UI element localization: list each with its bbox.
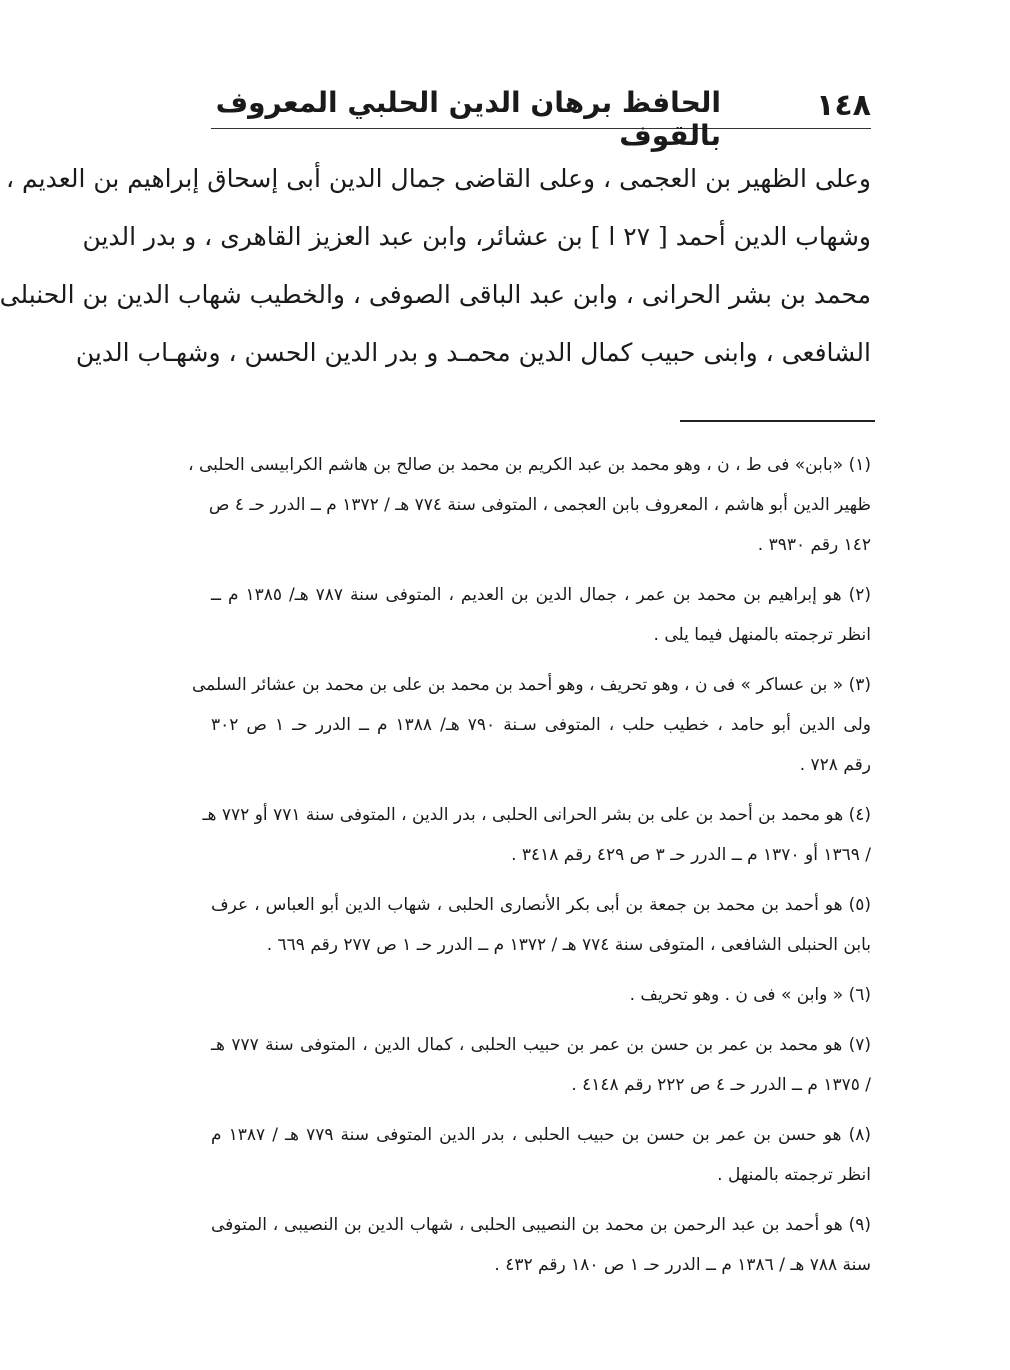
footnote-6 xyxy=(211,975,871,1015)
footnotes xyxy=(188,445,872,1295)
main-text-line: محمد بن بشر الحرانى ، وابن عبد الباقى الصوفى ، والخطيب شهاب الدين بن الحنبلى xyxy=(0,280,871,309)
footnote-1 xyxy=(188,445,871,565)
footnote-line: (٣) « بن عساكر » فى ن ، وهو تحريف ، وهو أحمد بن محمد بن على بن محمد بن عشائر السلمى xyxy=(192,675,871,695)
page-number: ١٤٨ xyxy=(816,88,871,123)
footnote-line: (٤) هو محمد بن أحمد بن على بن بشر الحرانى الحلبى ، بدر الدين ، المتوفى سنة ٧٧١ أو ٧٧٢ هـ xyxy=(202,805,871,825)
footnote-line: ١٤٢ رقم ٣٩٣٠ . xyxy=(757,535,871,555)
footnote-4 xyxy=(202,795,871,875)
footnote-line: انظر ترجمته بالمنهل فيما يلى . xyxy=(653,625,871,645)
main-text xyxy=(0,150,871,382)
footnote-5 xyxy=(211,885,871,965)
footnote-line: سنة ٧٨٨ هـ / ١٣٨٦ م ــ الدرر حـ ١ ص ١٨٠ رقم ٤٣٢ . xyxy=(494,1255,871,1275)
page-header xyxy=(211,78,871,152)
running-title: الحافظ برهان الدين الحلبي المعروف بالقوف xyxy=(215,86,721,152)
footnote-line: (٧) هو محمد بن عمر بن حسن بن عمر بن حبيب الحلبى ، كمال الدين ، المتوفى سنة ٧٧٧ هـ xyxy=(211,1035,871,1055)
footnote-line: رقم ٧٢٨ . xyxy=(799,755,871,775)
main-text-line: الشافعى ، وابنى حبيب كمال الدين محمـد و بدر الدين الحسن ، وشهـاب الدين xyxy=(75,338,871,367)
footnote-line: / ١٣٧٥ م ــ الدرر حـ ٤ ص ٢٢٢ رقم ٤١٤٨ . xyxy=(571,1075,871,1095)
main-text-line: وشهاب الدين أحمد [ ٢٧ ا ] بن عشائر، وابن عبد العزيز القاهرى ، و بدر الدين xyxy=(82,222,871,251)
footnote-line: (٦) « وابن » فى ن . وهو تحريف . xyxy=(629,985,871,1005)
footnote-3 xyxy=(192,665,871,785)
footnote-line: ولى الدين أبو حامد ، خطيب حلب ، المتوفى سـنة ٧٩٠ هـ/ ١٣٨٨ م ــ الدرر حـ ١ ص ٣٠٢ xyxy=(211,715,871,735)
footnote-line: (٢) هو إبراهيم بن محمد بن عمر ، جمال الدين بن العديم ، المتوفى سنة ٧٨٧ هـ/ ١٣٨٥ م ــ xyxy=(211,585,872,605)
footnote-7 xyxy=(211,1025,871,1105)
footnote-line: (٩) هو أحمد بن عبد الرحمن بن محمد بن النصيبى الحلبى ، شهاب الدين بن النصيبى ، المتوفى xyxy=(211,1215,871,1235)
footnote-separator xyxy=(680,420,875,422)
footnote-line: (٥) هو أحمد بن محمد بن جمعة بن أبى بكر الأنصارى الحلبى ، شهاب الدين أبو العباس ، عرف xyxy=(211,895,871,915)
footnote-line: (١) «بابن» فى ط ، ن ، وهو محمد بن عبد الكريم بن محمد بن صالح بن هاشم الكرابيسى الحلبى ، xyxy=(188,455,871,475)
footnote-line: ظهير الدين أبو هاشم ، المعروف بابن العجمى ، المتوفى سنة ٧٧٤ هـ / ١٣٧٢ م ــ الدرر حـ ٤ ص xyxy=(208,495,871,515)
footnote-9 xyxy=(211,1205,871,1285)
footnote-8 xyxy=(211,1115,871,1195)
footnote-2 xyxy=(211,575,871,655)
footnote-line: / ١٣٦٩ أو ١٣٧٠ م ــ الدرر حـ ٣ ص ٤٢٩ رقم ٣٤١٨ . xyxy=(511,845,871,865)
footnote-line: بابن الحنبلى الشافعى ، المتوفى سنة ٧٧٤ هـ / ١٣٧٢ م ــ الدرر حـ ١ ص ٢٧٧ رقم ٦٦٩ . xyxy=(266,935,871,955)
main-text-line: وعلى الظهير بن العجمى ، وعلى القاضى جمال الدين أبى إسحاق إبراهيم بن العديم ، xyxy=(6,164,871,193)
footnote-line: (٨) هو حسن بن عمر بن حسن بن حبيب الحلبى ، بدر الدين المتوفى سنة ٧٧٩ هـ / ١٣٨٧ م xyxy=(211,1125,871,1145)
footnote-line: انظر ترجمته بالمنهل . xyxy=(717,1165,871,1185)
